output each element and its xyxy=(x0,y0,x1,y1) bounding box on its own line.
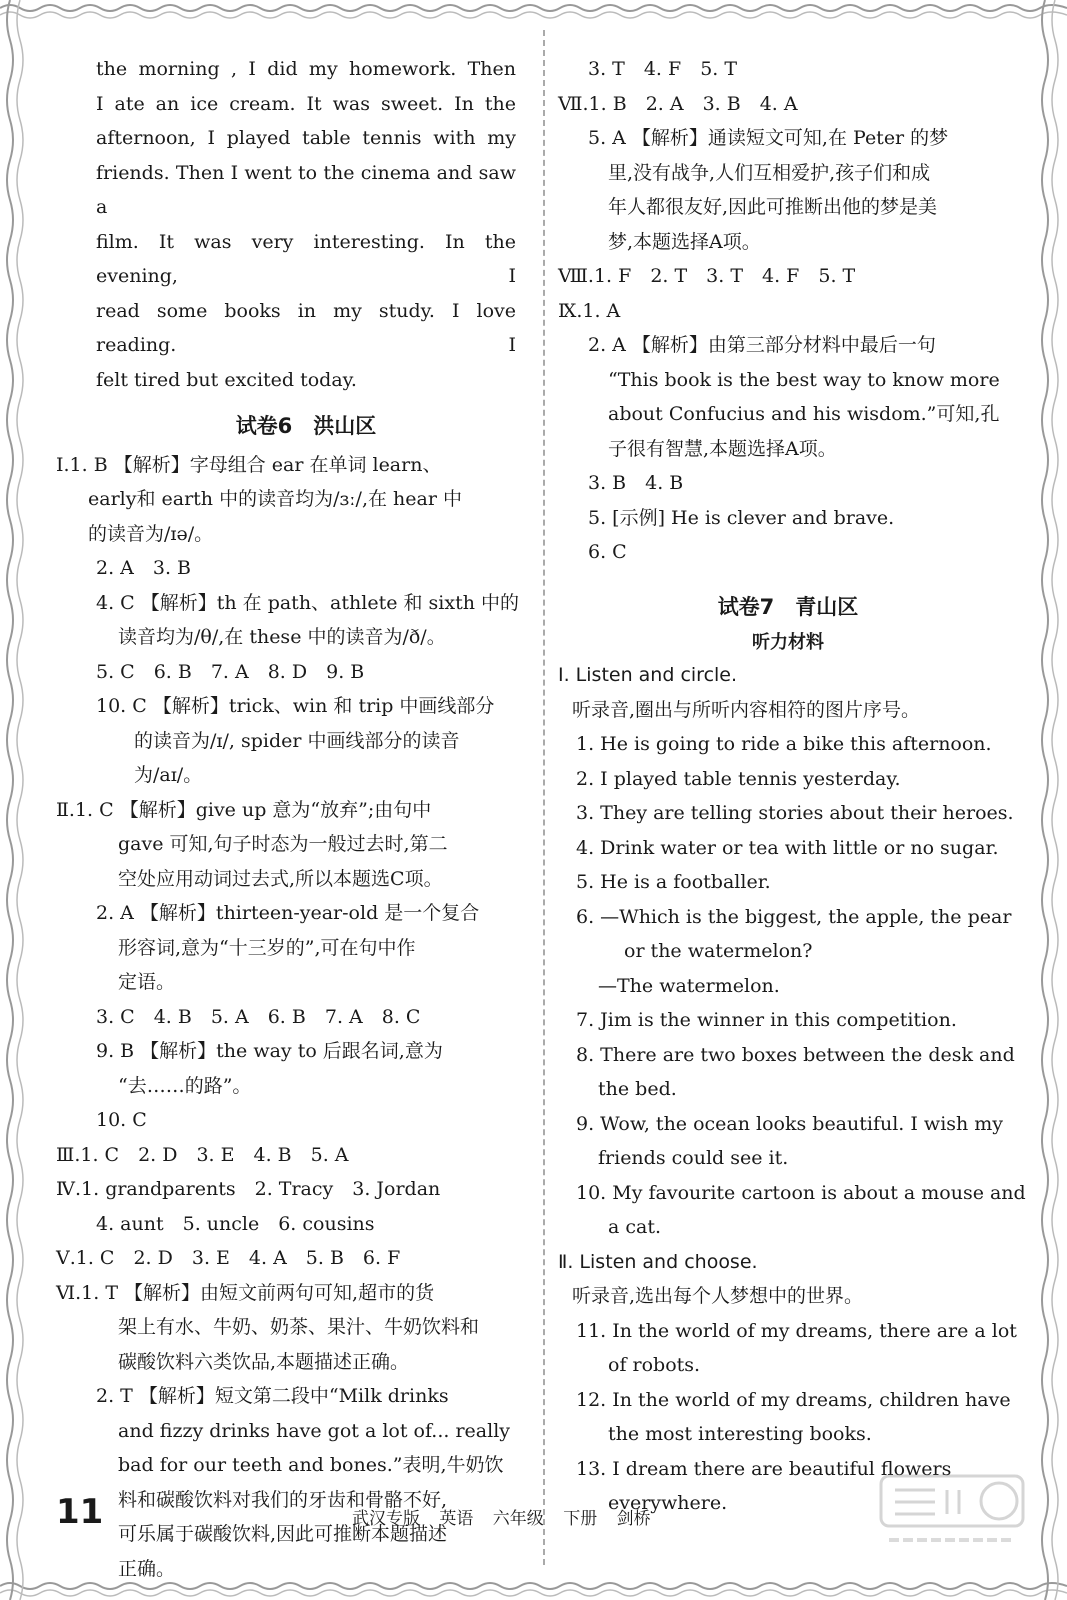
answer-line: Ⅲ.1. C 2. D 3. E 4. B 5. A xyxy=(56,1143,349,1166)
answer-line: 碳酸饮料六类饮品,本题描述正确。 xyxy=(118,1350,410,1373)
answer-line: 5. C 6. B 7. A 8. D 9. B xyxy=(96,660,365,683)
script-line: or the watermelon? xyxy=(624,940,813,962)
answer-line: and fizzy drinks have got a lot of... really xyxy=(118,1419,511,1442)
answer-line: gave 可知,句子时态为一般过去时,第二 xyxy=(118,833,448,855)
answer-line: Ⅱ.1. C 【解析】give up 意为“放弃”;由句中 xyxy=(56,798,432,821)
column-divider xyxy=(543,30,545,1565)
listening-script xyxy=(558,658,1026,1521)
intro-paragraph xyxy=(96,52,516,397)
section-subtitle: 听力材料 xyxy=(752,632,824,653)
answer-line: 正确。 xyxy=(118,1557,176,1580)
script-line: 7. Jim is the winner in this competition. xyxy=(576,1009,957,1031)
script-line: a cat. xyxy=(608,1216,662,1238)
left-border-decoration xyxy=(0,0,30,1600)
answer-line: Ⅴ.1. C 2. D 3. E 4. A 5. B 6. F xyxy=(56,1247,401,1269)
script-line: Ⅱ. Listen and choose. xyxy=(558,1250,758,1273)
answer-line: “This book is the best way to know more xyxy=(608,368,1000,391)
answer-line: 的读音为/ɪ/, spider 中画线部分的读音 xyxy=(134,729,460,752)
text-line: afternoon, I played table tennis with my xyxy=(96,127,516,149)
script-line: 12. In the world of my dreams, children have xyxy=(576,1388,1011,1411)
watermark-logo xyxy=(877,1470,1027,1550)
answer-line: Ⅵ.1. T 【解析】由短文前两句可知,超市的货 xyxy=(56,1281,435,1304)
script-line: Ⅰ. Listen and circle. xyxy=(558,664,738,686)
text-line: the morning , I did my homework. Then xyxy=(96,58,516,80)
answer-line: 3. B 4. B xyxy=(588,472,684,494)
answer-line: about Confucius and his wisdom.”可知,孔 xyxy=(608,403,1000,425)
answer-line: 2. A 【解析】thirteen-year-old 是一个复合 xyxy=(96,902,480,924)
script-line: 8. There are two boxes between the desk and xyxy=(576,1043,1015,1066)
answer-line: 6. C xyxy=(588,541,627,563)
answer-line: 料和碳酸饮料对我们的牙齿和骨骼不好, xyxy=(118,1488,448,1511)
answer-line: Ⅷ.1. F 2. T 3. T 4. F 5. T xyxy=(558,265,856,287)
answer-line: 3. C 4. B 5. A 6. B 7. A 8. C xyxy=(96,1005,421,1028)
answer-line: 10. C xyxy=(96,1109,147,1131)
text-line: friends. Then I went to the cinema and saw a xyxy=(96,161,516,218)
answer-line: early和 earth 中的读音均为/ɜː/,在 hear 中 xyxy=(88,488,462,510)
section-title: 试卷6 洪山区 xyxy=(235,414,377,438)
answer-line: 里,没有战争,人们互相爱护,孩子们和成 xyxy=(608,161,931,184)
script-line: 听录音,圈出与所听内容相符的图片序号。 xyxy=(572,698,921,721)
script-line: of robots. xyxy=(608,1354,701,1376)
text-line: read some books in my study. I love reading. I xyxy=(96,299,516,356)
answer-line: 4. aunt 5. uncle 6. cousins xyxy=(96,1212,375,1235)
right-border-decoration xyxy=(1031,0,1067,1600)
answer-line: 5. [示例] He is clever and brave. xyxy=(588,506,895,529)
right-column xyxy=(558,52,1026,1521)
script-line: the bed. xyxy=(598,1078,677,1100)
script-line: 4. Drink water or tea with little or no sugar. xyxy=(576,836,999,859)
answer-list xyxy=(56,448,519,1587)
answer-line: 读音均为/θ/,在 these 中的读音为/ð/。 xyxy=(118,626,446,648)
script-line: friends could see it. xyxy=(598,1147,789,1169)
top-border-decoration xyxy=(0,0,1067,22)
answer-line: 年人都很友好,因此可推断出他的梦是美 xyxy=(608,196,938,218)
text-line: felt tired but excited today. xyxy=(96,368,357,391)
script-line: 听录音,选出每个人梦想中的世界。 xyxy=(572,1285,864,1307)
script-line: 1. He is going to ride a bike this afternoon. xyxy=(576,733,992,755)
script-line: 2. I played table tennis yesterday. xyxy=(576,767,901,790)
answer-line: 2. A 3. B xyxy=(96,557,192,579)
answer-line: “去……的路”。 xyxy=(118,1074,252,1097)
answer-line: 定语。 xyxy=(118,971,176,993)
script-line: 5. He is a footballer. xyxy=(576,871,771,893)
answer-line: 子很有智慧,本题选择A项。 xyxy=(608,437,837,460)
answer-line: 3. T 4. F 5. T xyxy=(588,58,738,80)
answer-line: 空处应用动词过去式,所以本题选C项。 xyxy=(118,867,443,890)
footer-label: 武汉专版 英语 六年级 下册 剑桥 xyxy=(352,1509,651,1529)
text-line: film. It was very interesting. In the evening, I xyxy=(96,230,516,287)
answer-line: 2. T 【解析】短文第二段中“Milk drinks xyxy=(96,1385,449,1407)
answer-line: 4. C 【解析】th 在 path、athlete 和 sixth 中的 xyxy=(96,591,519,614)
answer-list xyxy=(558,52,1008,570)
answer-line: 5. A 【解析】通读短文可知,在 Peter 的梦 xyxy=(588,127,949,149)
script-line: the most interesting books. xyxy=(608,1423,872,1445)
text-line: I ate an ice cream. It was sweet. In the xyxy=(96,92,516,115)
script-line: —The watermelon. xyxy=(598,974,780,997)
page-number: 11 xyxy=(56,1492,104,1532)
answer-line: 形容词,意为“十三岁的”,可在句中作 xyxy=(118,936,416,959)
script-line: 9. Wow, the ocean looks beautiful. I wish my xyxy=(576,1112,1004,1135)
script-line: 6. —Which is the biggest, the apple, the pear xyxy=(576,905,1012,928)
answer-line: 10. C 【解析】trick、win 和 trip 中画线部分 xyxy=(96,695,495,717)
answer-line: Ⅶ.1. B 2. A 3. B 4. A xyxy=(558,92,798,115)
answer-line: 梦,本题选择A项。 xyxy=(608,230,761,253)
script-line: 11. In the world of my dreams, there are a lot xyxy=(576,1319,1017,1342)
answer-line: Ⅸ.1. A xyxy=(558,299,621,322)
answer-line: Ⅳ.1. grandparents 2. Tracy 3. Jordan xyxy=(56,1178,441,1200)
answer-line: Ⅰ.1. B 【解析】字母组合 ear 在单词 learn、 xyxy=(56,453,442,476)
answer-line: 2. A 【解析】由第三部分材料中最后一句 xyxy=(588,334,936,356)
answer-line: bad for our teeth and bones.”表明,牛奶饮 xyxy=(118,1454,504,1476)
answer-line: 的读音为/ɪə/。 xyxy=(88,522,214,545)
section-title: 试卷7 青山区 xyxy=(717,594,859,619)
answer-line: 可乐属于碳酸饮料,因此可推断本题描述 xyxy=(118,1523,448,1545)
answer-line: 架上有水、牛奶、奶茶、果汁、牛奶饮料和 xyxy=(118,1316,480,1338)
script-line: 13. I dream there are beautiful flowers xyxy=(576,1457,952,1480)
script-line: 10. My favourite cartoon is about a mouse and xyxy=(576,1181,1026,1204)
script-line: everywhere. xyxy=(608,1492,728,1514)
script-line: 3. They are telling stories about their heroes. xyxy=(576,802,1014,824)
answer-line: 为/aɪ/。 xyxy=(134,764,203,786)
answer-line: 9. B 【解析】the way to 后跟名词,意为 xyxy=(96,1040,443,1062)
